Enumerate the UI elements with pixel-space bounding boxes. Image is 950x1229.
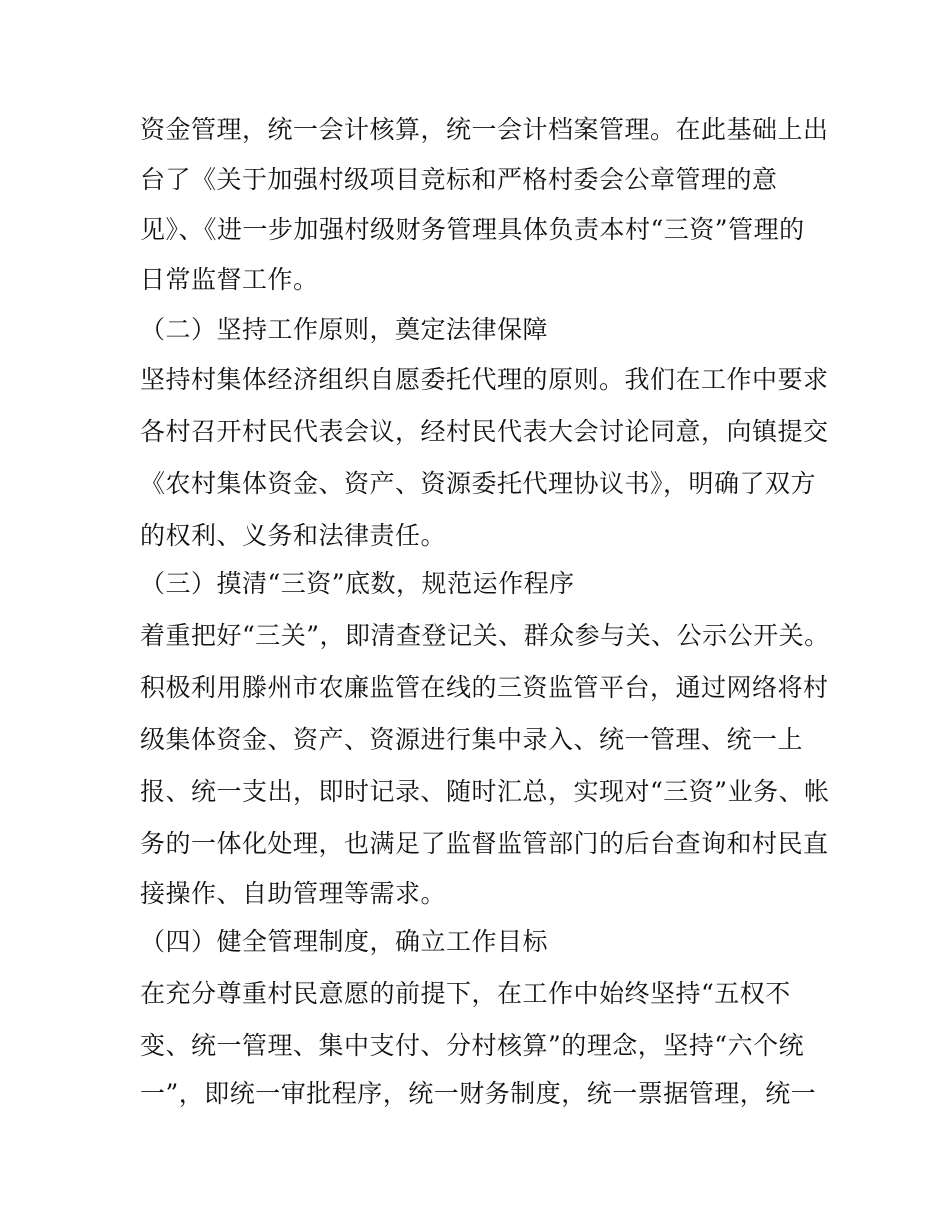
text-line-1: 资金管理，统一会计核算，统一会计档案管理。在此基础上出 <box>140 115 829 144</box>
text-line-13: 级集体资金、资产、资源进行集中录入、统一管理、统一上 <box>140 725 804 754</box>
text-line-3: 见》、《进一步加强村级财务管理具体负责本村“三资”管理的 <box>140 215 805 244</box>
text-line-19: 变、统一管理、集中支付、分村核算”的理念，坚持“六个统 <box>140 1031 805 1060</box>
text-line-2: 台了《关于加强村级项目竞标和严格村委会公章管理的意 <box>140 165 778 194</box>
text-line-4: 日常监督工作。 <box>140 265 319 294</box>
text-line-6: 坚持村集体经济组织自愿委托代理的原则。我们在工作中要求 <box>140 365 829 394</box>
text-line-14: 报、统一支出，即时记录、随时汇总，实现对“三资”业务、帐 <box>140 777 830 806</box>
text-line-8: 《农村集体资金、资产、资源委托代理协议书》，明确了双方 <box>140 469 817 498</box>
section-heading-2: （二）坚持工作原则，奠定法律保障 <box>140 315 549 344</box>
text-line-20: 一”，即统一审批程序，统一财务制度，统一票据管理，统一 <box>140 1079 817 1108</box>
text-line-7: 各村召开村民代表会议，经村民代表大会讨论同意，向镇提交 <box>140 417 829 446</box>
section-heading-3: （三）摸清“三资”底数，规范运作程序 <box>140 569 575 598</box>
text-line-16: 接操作、自助管理等需求。 <box>140 879 447 908</box>
text-line-11: 着重把好“三关”，即清查登记关、群众参与关、公示公开关。 <box>140 621 830 650</box>
text-line-12: 积极利用滕州市农廉监管在线的三资监管平台，通过网络将村 <box>140 673 829 702</box>
section-heading-4: （四）健全管理制度，确立工作目标 <box>140 927 549 956</box>
text-line-9: 的权利、义务和法律责任。 <box>140 521 447 550</box>
text-line-18: 在充分尊重村民意愿的前提下，在工作中始终坚持“五权不 <box>140 979 791 1008</box>
text-line-15: 务的一体化处理，也满足了监督监管部门的后台查询和村民直 <box>140 829 829 858</box>
